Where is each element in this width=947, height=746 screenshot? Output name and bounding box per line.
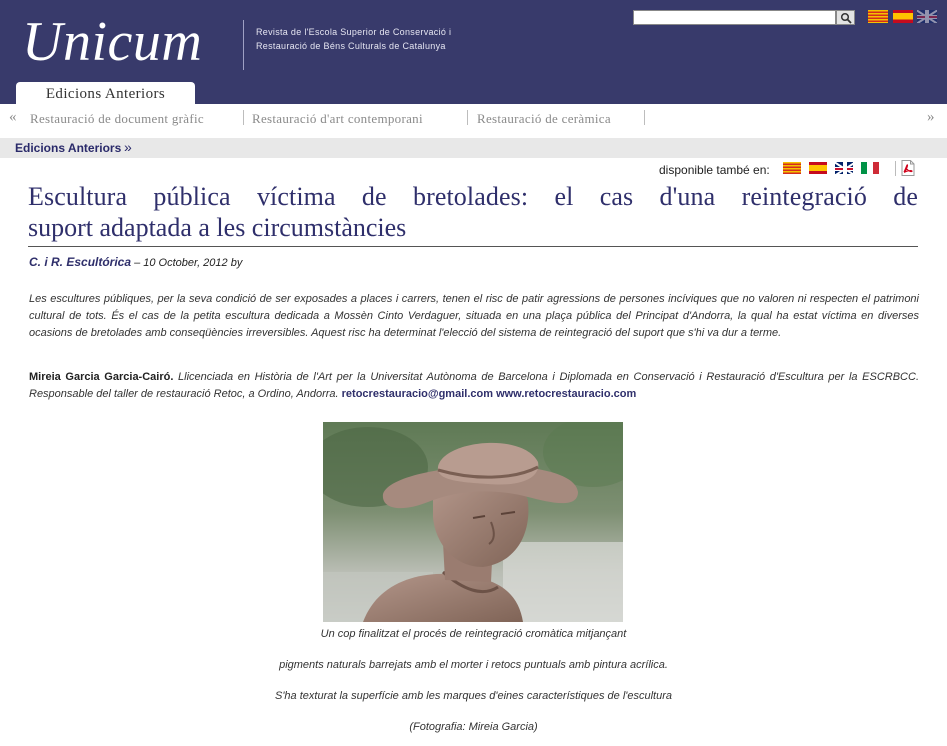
article-abstract: Les escultures públiques, per la seva condició de ser exposades a places i carrers, tenen el risc de patir agressions de persones incíviques que no valoren ni respecten el patrimoni cultural de tots. És el cas de la petita escultura dedicada a Mossèn Cinto Verdaguer, situada en una plaça pública del Principat d'Andorra, la qual ha estat víctima en diverses ocasions de bretolades amb conseqüències irreversibles. Aquest risc ha determinat l'elecció del sistema de reintegració del suport que s'hi va dur a terme. [29,293,919,339]
search-icon [840,12,852,24]
category-nav [0,104,947,134]
site-tagline: Revista de l'Escola Superior de Conservació i Restauració de Béns Culturals de Catalunya [256,27,452,51]
title-divider [28,246,918,247]
category-next-arrow[interactable]: » [927,109,935,125]
category-item-document-grafic[interactable]: Restauració de document gràfic [30,111,204,126]
availability-separator [895,161,896,176]
article-byline [29,255,242,269]
site-header [0,0,947,104]
bio-author-name: Mireia Garcia Garcia-Cairó. [29,371,174,383]
author-bio [29,369,919,403]
article-date: – 10 October, 2012 by [131,257,243,269]
category-prev-arrow[interactable]: « [9,109,17,125]
photo-caption-line: S'ha texturat la superfície amb les marques d'eines característiques de l'escultura [275,690,672,702]
photo-caption-line: pigments naturals barrejats amb el morter i retocs puntuals amb pintura acrílica. [279,659,668,671]
bio-text: Llicenciada en Història de l'Art per la Universitat Autònoma de Barcelona i Diplomada en Conservació i Restauració d'Escultura per la ESCRBCC. Responsable del taller de restauració Retoc, a Ordino, Andorra. [29,371,920,400]
category-separator [243,110,244,125]
breadcrumb [0,138,947,158]
sculpture-photo [323,422,623,622]
available-english-flag-icon[interactable] [835,162,853,174]
tab-edicions-anteriors[interactable]: Edicions Anteriors [16,82,195,104]
available-catalan-flag-icon[interactable] [783,162,801,174]
language-english-flag-icon[interactable] [917,10,937,23]
bio-email-link[interactable]: retocrestauracio@gmail.com [341,388,493,400]
category-separator [644,110,645,125]
photo-credit: (Fotografia: Mireia Garcia) [409,721,538,733]
pdf-icon[interactable] [900,160,916,176]
article-title-line1: Escultura pública víctima de bretolades: el cas d'una reintegració de [28,182,918,211]
available-italian-flag-icon[interactable] [861,162,879,174]
bio-website-link[interactable]: www.retocrestauracio.com [496,388,637,400]
breadcrumb-edicions-anteriors[interactable]: Edicions Anteriors [15,141,122,155]
photo-caption-line: Un cop finalitzat el procés de reintegració cromàtica mitjançant [320,628,627,640]
breadcrumb-arrow: » [124,139,132,155]
category-item-ceramica[interactable]: Restauració de ceràmica [477,111,611,126]
search-input[interactable] [633,10,836,25]
logo-divider [243,20,244,70]
category-separator [467,110,468,125]
article-author[interactable]: C. i R. Escultórica [29,255,132,269]
available-languages-label: disponible també en: [659,163,770,177]
available-spanish-flag-icon[interactable] [809,162,827,174]
search-button[interactable] [836,10,855,25]
article-title-line2: suport adaptada a les circumstàncies [28,213,407,242]
language-spanish-flag-icon[interactable] [893,10,913,23]
site-logo[interactable]: Unicum [22,11,203,73]
category-item-art-contemporani[interactable]: Restauració d'art contemporani [252,111,423,126]
language-catalan-flag-icon[interactable] [868,10,888,23]
